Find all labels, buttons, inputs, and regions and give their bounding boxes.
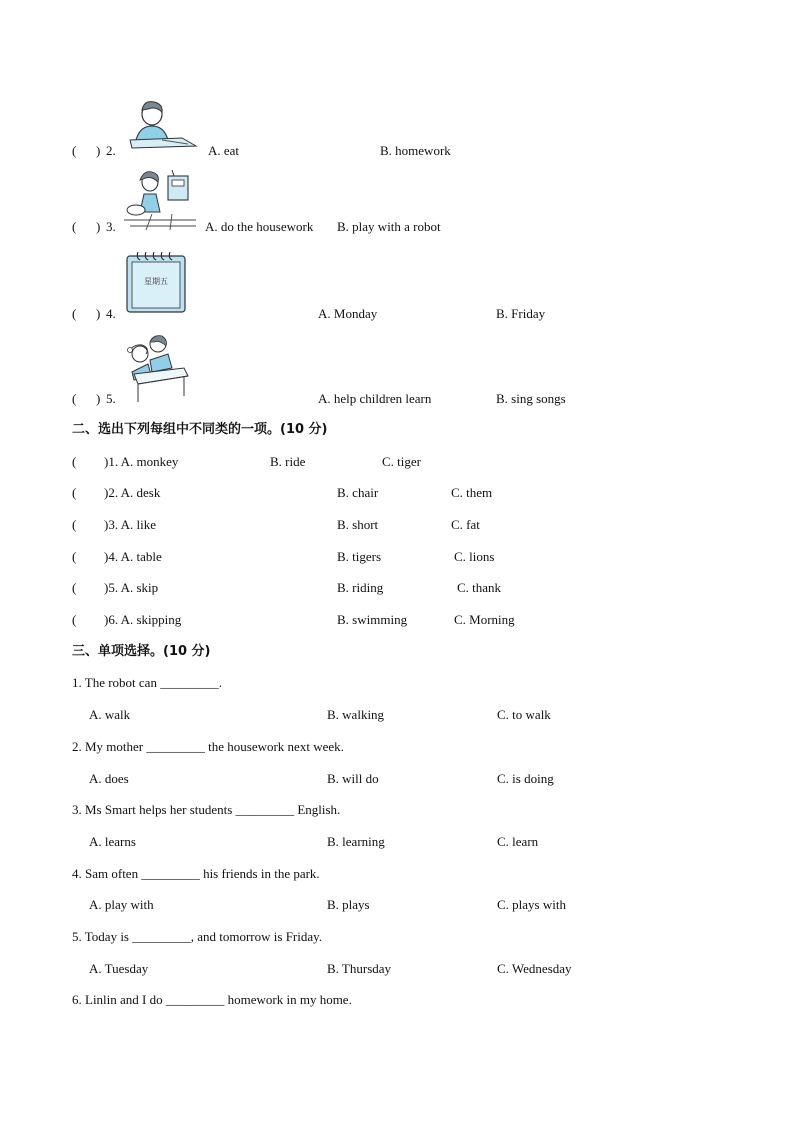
p3-q4-b: B. plays	[327, 897, 370, 912]
p2-row3-c: C. fat	[451, 517, 480, 532]
p2-row1-c: C. tiger	[382, 454, 421, 469]
q2-option-b: B. homework	[380, 143, 451, 158]
q2-paren-close: )	[96, 143, 101, 158]
p2-row4-b: B. tigers	[337, 549, 382, 564]
p2-row5-c: C. thank	[457, 580, 502, 595]
p2-row2-b: B. chair	[337, 485, 379, 500]
p3-q2-stem: 2. My mother _________ the housework next week.	[72, 739, 344, 754]
p2-row5-a: )5. A. skip	[104, 580, 159, 595]
p2-row2-paren: (	[72, 485, 77, 500]
p3-q3-b: B. learning	[327, 834, 385, 849]
p2-row6-paren: (	[72, 612, 77, 627]
p3-q1-stem: 1. The robot can _________.	[72, 675, 222, 690]
p2-row3-b: B. short	[337, 517, 379, 532]
calendar-icon	[124, 250, 188, 316]
p2-row5-paren: (	[72, 580, 77, 595]
p3-q5-c: C. Wednesday	[497, 961, 572, 976]
q5-option-a: A. help children learn	[318, 391, 432, 406]
q4-option-a: A. Monday	[318, 306, 378, 321]
q4-paren-open: (	[72, 306, 77, 321]
girl-with-robot-icon	[122, 166, 198, 232]
p2-row6-b: B. swimming	[337, 612, 408, 627]
q4-number: 4.	[106, 306, 116, 321]
p3-q5-stem: 5. Today is _________, and tomorrow is Friday.	[72, 929, 323, 944]
q3-option-a: A. do the housework	[205, 219, 314, 234]
p3-q2-b: B. will do	[327, 771, 379, 786]
p3-q1-a: A. walk	[89, 707, 131, 722]
p2-row6-c: C. Morning	[454, 612, 515, 627]
q2-option-a: A. eat	[208, 143, 240, 158]
p3-q3-a: A. learns	[89, 834, 136, 849]
p2-row2-a: )2. A. desk	[104, 485, 161, 500]
p2-row4-paren: (	[72, 549, 77, 564]
p3-q1-b: B. walking	[327, 707, 385, 722]
p3-q1-c: C. to walk	[497, 707, 551, 722]
q3-paren-close: )	[96, 219, 101, 234]
p2-row2-c: C. them	[451, 485, 493, 500]
section-3-title: 三、单项选择。(10 分)	[72, 644, 211, 659]
p2-row1-a: )1. A. monkey	[104, 454, 179, 469]
p3-q5-b: B. Thursday	[327, 961, 392, 976]
p3-q3-c: C. learn	[497, 834, 539, 849]
p3-q4-a: A. play with	[89, 897, 154, 912]
q4-option-b: B. Friday	[496, 306, 546, 321]
q2-paren-open: (	[72, 143, 77, 158]
p3-q4-c: C. plays with	[497, 897, 566, 912]
p2-row1-paren: (	[72, 454, 77, 469]
q2-number: 2.	[106, 143, 116, 158]
p3-q4-stem: 4. Sam often _________ his friends in the park.	[72, 866, 320, 881]
q3-option-b: B. play with a robot	[337, 219, 441, 234]
p3-q5-a: A. Tuesday	[89, 961, 149, 976]
p2-row3-a: )3. A. like	[104, 517, 156, 532]
q3-paren-open: (	[72, 219, 77, 234]
p2-row3-paren: (	[72, 517, 77, 532]
q3-number: 3.	[106, 219, 116, 234]
p2-row5-b: B. riding	[337, 580, 384, 595]
p3-q2-c: C. is doing	[497, 771, 554, 786]
section-2-title: 二、选出下列每组中不同类的一项。(10 分)	[72, 422, 328, 437]
boy-writing-icon	[122, 100, 198, 152]
p3-q3-stem: 3. Ms Smart helps her students _________ English.	[72, 802, 341, 817]
q5-paren-open: (	[72, 391, 77, 406]
p2-row4-a: )4. A. table	[104, 549, 162, 564]
children-at-desk-icon	[124, 334, 190, 404]
p3-q2-a: A. does	[89, 771, 129, 786]
q5-paren-close: )	[96, 391, 101, 406]
q5-number: 5.	[106, 391, 116, 406]
p2-row6-a: )6. A. skipping	[104, 612, 182, 627]
p2-row1-b: B. ride	[270, 454, 306, 469]
p2-row4-c: C. lions	[454, 549, 495, 564]
q4-paren-close: )	[96, 306, 101, 321]
q5-option-b: B. sing songs	[496, 391, 566, 406]
calendar-text: 星期五	[144, 277, 168, 286]
p3-q6-stem: 6. Linlin and I do _________ homework in my home.	[72, 992, 352, 1007]
